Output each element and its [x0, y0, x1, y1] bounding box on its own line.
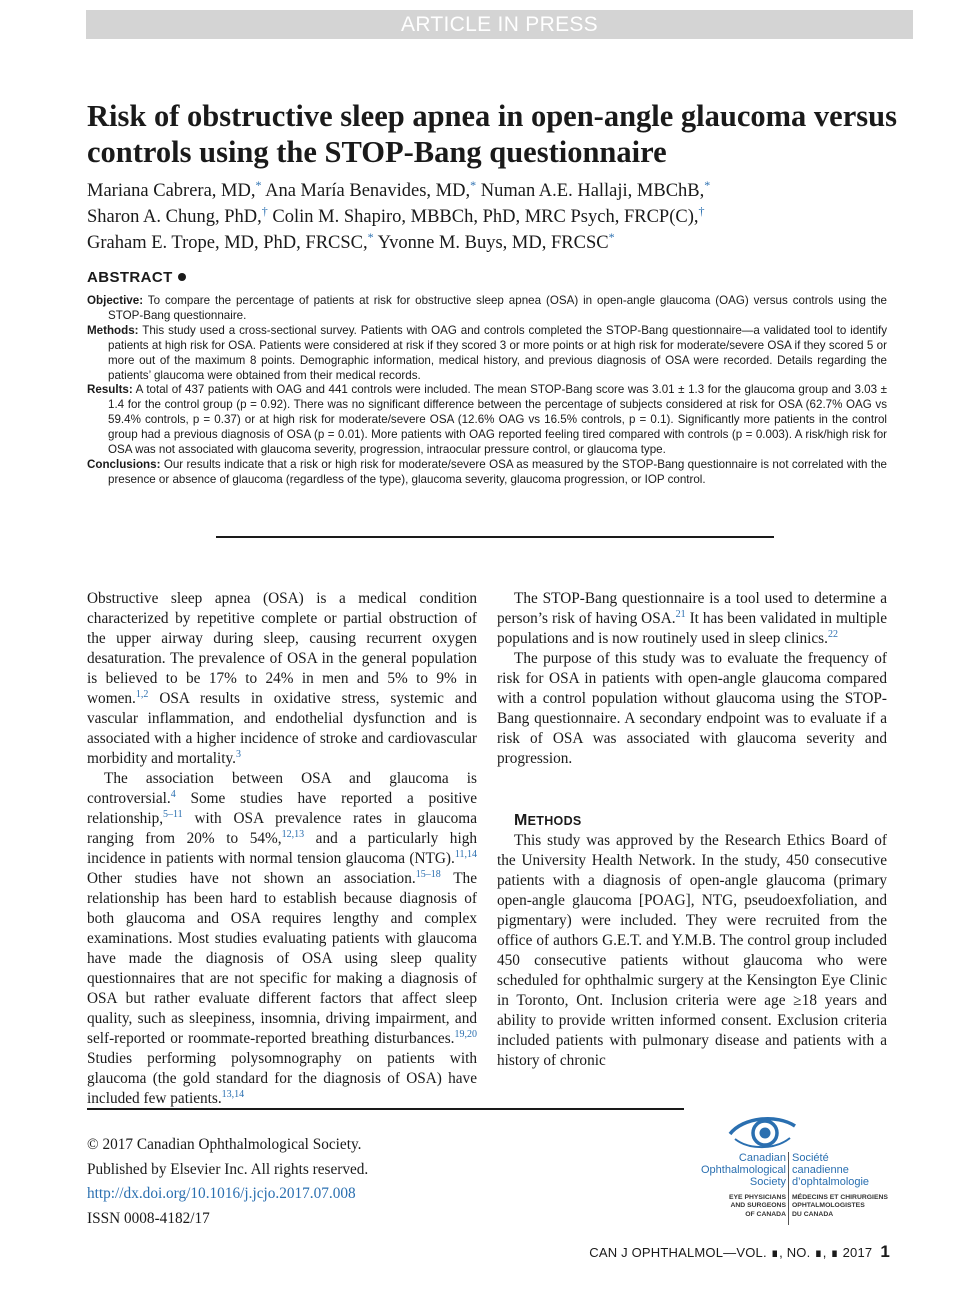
logo-text: Society	[749, 1176, 786, 1188]
reference-link[interactable]: 12,13	[281, 828, 305, 840]
methods-heading	[497, 811, 887, 831]
logo-text: DU CANADA	[792, 1210, 834, 1218]
heading-rest: ETHODS	[527, 814, 582, 828]
publisher-line: Published by Elsevier Inc. All rights reserved.	[87, 1160, 369, 1178]
body-column-right	[497, 589, 887, 1071]
author-name: Ana María Benavides, MD,	[265, 181, 471, 201]
abstract-heading	[87, 269, 186, 286]
reference-link[interactable]: 19,20	[454, 1028, 477, 1040]
logo-text: AND SURGEONS	[730, 1202, 786, 1210]
logo-text: OF CANADA	[745, 1210, 786, 1218]
body-text: It has been validated in multiple populations and is now routinely used in sleep clinics.	[497, 610, 887, 647]
logo-text: Ophthalmological	[701, 1164, 786, 1176]
reference-link[interactable]: 5–11	[163, 808, 183, 820]
author-name: Yvonne M. Buys, MD, FRCSC	[377, 233, 609, 253]
reference-link[interactable]: 22	[827, 628, 838, 640]
body-text: The association between OSA and glaucoma is controversial.	[87, 770, 477, 807]
body-text: The relationship has been hard to establish because diagnosis of both glaucoma and OSA requires lengthy and complex examinations. Most studies evaluating patients with glaucoma have made the diagnosis of OSA using sleep quality questionnaires that are not specific for making a diagnosis of OSA but rather evaluate different factors that affect sleep quality, such as sleepiness, insomnia, driving impairment, and self-reported or roommate-reported breathing disturbances.	[87, 870, 477, 1047]
logo-name-en	[684, 1152, 786, 1188]
body-text: Obstructive sleep apnea (OSA) is a medical condition characterized by repetitive complete or partial obstruction of the upper airway during sleep, causing recurrent oxygen desaturation. The prevalence of OSA in the general population is believed to be 17% to 24% in men and 5% to 9% in women.	[87, 590, 477, 707]
body-text: OSA results in oxidative stress, systemic and vascular inflammation, and endothelial dysfunction and is associated with a higher incidence of stroke and cardiovascular morbidity and mortality.	[87, 690, 477, 767]
affiliation-mark[interactable]: †	[698, 203, 705, 218]
reference-link[interactable]: 4	[170, 788, 176, 800]
doi-link[interactable]: http://dx.doi.org/10.1016/j.jcjo.2017.07.008	[87, 1185, 356, 1202]
abstract-text: Our results indicate that a risk or high risk for moderate/severe OSA as measured by the STOP-Bang questionnaire is not correlated with the presence or absence of glaucoma (regardless of the type), glaucoma severity, glaucoma progression, or IOP control.	[108, 457, 887, 486]
abstract-results	[87, 383, 887, 458]
logo-divider	[788, 1152, 789, 1225]
society-logo	[684, 1110, 894, 1225]
heading-initial: M	[514, 812, 528, 829]
issn-line: ISSN 0008-4182/17	[87, 1209, 210, 1227]
abstract-body	[87, 294, 887, 488]
body-paragraph	[87, 769, 477, 1109]
reference-link[interactable]: 3	[235, 748, 241, 760]
logo-text: EYE PHYSICIANS	[728, 1194, 786, 1201]
abstract-text: A total of 437 patients with OAG and 441 controls were included. The mean STOP-Bang score was 3.01 ± 1.3 for the glaucoma group and 3.03 ± 1.4 for the control group (p = 0.92). There was no significant difference between the percentage of subjects considered at risk for OSA (62.7% OAG vs 59.4% controls, p = 0.37) or at high risk for moderate/severe OSA (12.6% OAG vs 16.5% controls, p = 0.1). Significantly more patients in the control group had a previous diagnosis of OSA (p = 0.01). More patients with OAG reported feeling tired compared with controls (p = 0.003). A risk/high risk for OSA was not associated with glaucoma severity, progression, intraocular pressure control, or glaucoma type.	[108, 383, 887, 457]
abstract-label: Objective:	[87, 294, 144, 307]
affiliation-mark[interactable]: *	[255, 177, 262, 192]
logo-text: OPHTALMOLOGISTES	[792, 1202, 865, 1210]
author-name: Numan A.E. Hallaji, MBChB,	[480, 181, 705, 201]
affiliation-mark[interactable]: †	[261, 203, 268, 218]
logo-tagline-en	[684, 1194, 786, 1219]
body-text: with OSA prevalence rates in glaucoma ranging from 20% to 54%,	[87, 810, 477, 847]
body-paragraph	[87, 589, 477, 769]
author-name: Graham E. Trope, MD, PhD, FRCSC,	[87, 233, 368, 253]
abstract-label: Methods:	[87, 323, 139, 337]
abstract-heading-text: ABSTRACT	[87, 269, 173, 286]
affiliation-mark[interactable]: *	[367, 229, 374, 244]
eye-logo-icon	[727, 1112, 797, 1152]
logo-text: d’ophtalmologie	[792, 1176, 870, 1188]
logo-text: Société	[792, 1152, 829, 1164]
reference-link[interactable]: 21	[675, 608, 686, 620]
body-paragraph	[497, 589, 887, 649]
affiliation-mark[interactable]: *	[470, 177, 477, 192]
abstract-text: This study used a cross-sectional survey. Patients with OAG and controls completed the STOP-Bang questionnaire—a validated tool to identify patients at high risk for OSA. Patients were considered at risk if they scored 3 or more points or at high risk for moderate/severe OSA if they scored 5 or more out of the maximum 8 points. Demographic information, medical history, and previous diagnosis of OSA were recorded. Details regarding the patients’ glaucoma were obtained from their medical records.	[108, 323, 887, 382]
body-text: The STOP-Bang questionnaire is a tool used to determine a person’s risk of having OSA.	[497, 590, 887, 627]
bullet-icon	[178, 273, 186, 281]
body-text: Other studies have not shown an association.	[87, 870, 416, 887]
abstract-text: To compare the percentage of patients at risk for obstructive sleep apnea (OSA) in open-angle glaucoma (OAG) versus controls using the STOP-Bang questionnaire.	[108, 294, 888, 322]
journal-citation: CAN J OPHTHALMOL—VOL. ∎, NO. ∎, ∎ 2017	[589, 1245, 873, 1260]
affiliation-mark[interactable]: *	[608, 229, 615, 244]
author-name: Colin M. Shapiro, MBBCh, PhD, MRC Psych, FRCP(C),	[272, 207, 699, 227]
logo-text: Canadian	[738, 1152, 786, 1164]
reference-link[interactable]: 15–18	[415, 868, 441, 880]
logo-tagline-fr	[792, 1194, 892, 1219]
abstract-conclusions	[87, 458, 887, 488]
footer-divider	[87, 1108, 684, 1110]
page-number: 1	[880, 1242, 890, 1261]
section-divider	[216, 536, 774, 538]
author-name: Mariana Cabrera, MD,	[87, 181, 256, 201]
reference-link[interactable]: 13,14	[221, 1088, 245, 1100]
abstract-label: Conclusions:	[87, 457, 161, 471]
copyright-line: © 2017 Canadian Ophthalmological Society.	[87, 1136, 362, 1153]
logo-text: canadienne	[792, 1164, 849, 1176]
article-in-press-banner: ARTICLE IN PRESS	[86, 10, 913, 39]
author-name: Sharon A. Chung, PhD,	[87, 207, 262, 227]
body-text: Some studies have reported a positive relationship,	[87, 790, 477, 827]
body-text: Studies performing polysomnography on patients with glaucoma (the gold standard for the diagnosis of OSA) have included few patients.	[87, 1050, 477, 1107]
abstract-objective	[87, 294, 887, 324]
publication-info	[87, 1133, 368, 1231]
article-title: Risk of obstructive sleep apnea in open-angle glaucoma versus controls using the STOP-Bang questionnaire	[87, 99, 897, 169]
logo-name-fr	[792, 1152, 892, 1188]
affiliation-mark[interactable]: *	[704, 177, 711, 192]
body-text: and a particularly high incidence in patients with normal tension glaucoma (NTG).	[87, 830, 477, 867]
running-footer	[560, 1242, 890, 1262]
body-column-left	[87, 589, 477, 1109]
reference-link[interactable]: 1,2	[135, 688, 149, 700]
abstract-methods	[87, 324, 887, 384]
body-paragraph: The purpose of this study was to evaluate the frequency of risk for OSA in patients with open-angle glaucoma compared with a control population without glaucoma using the STOP-Bang questionnaire. A secondary endpoint was to evaluate if a risk of OSA was associated with glaucoma severity and progression.	[497, 650, 887, 767]
author-list	[87, 178, 907, 256]
body-paragraph: This study was approved by the Research Ethics Board of the University Health Network. In the study, 450 consecutive patients with a diagnosis of open-angle glaucoma (primary open-angle glaucoma [POAG], NTG, pseudoexfoliation, and pigmentary) were included. They were recruited from the office of authors G.E.T. and Y.M.B. The control group included 450 consecutive patients without glaucoma who were scheduled for ophthalmic surgery at the Kensington Eye Clinic in Toronto, Ont. Inclusion criteria were age ≥18 years and ability to provide written informed consent. Exclusion criteria included patients with pulmonary disease and patients with a history of chronic	[497, 832, 887, 1069]
abstract-label: Results:	[87, 383, 133, 397]
logo-text: MÉDECINS ET CHIRURGIENS	[792, 1194, 888, 1201]
reference-link[interactable]: 11,14	[454, 848, 477, 860]
